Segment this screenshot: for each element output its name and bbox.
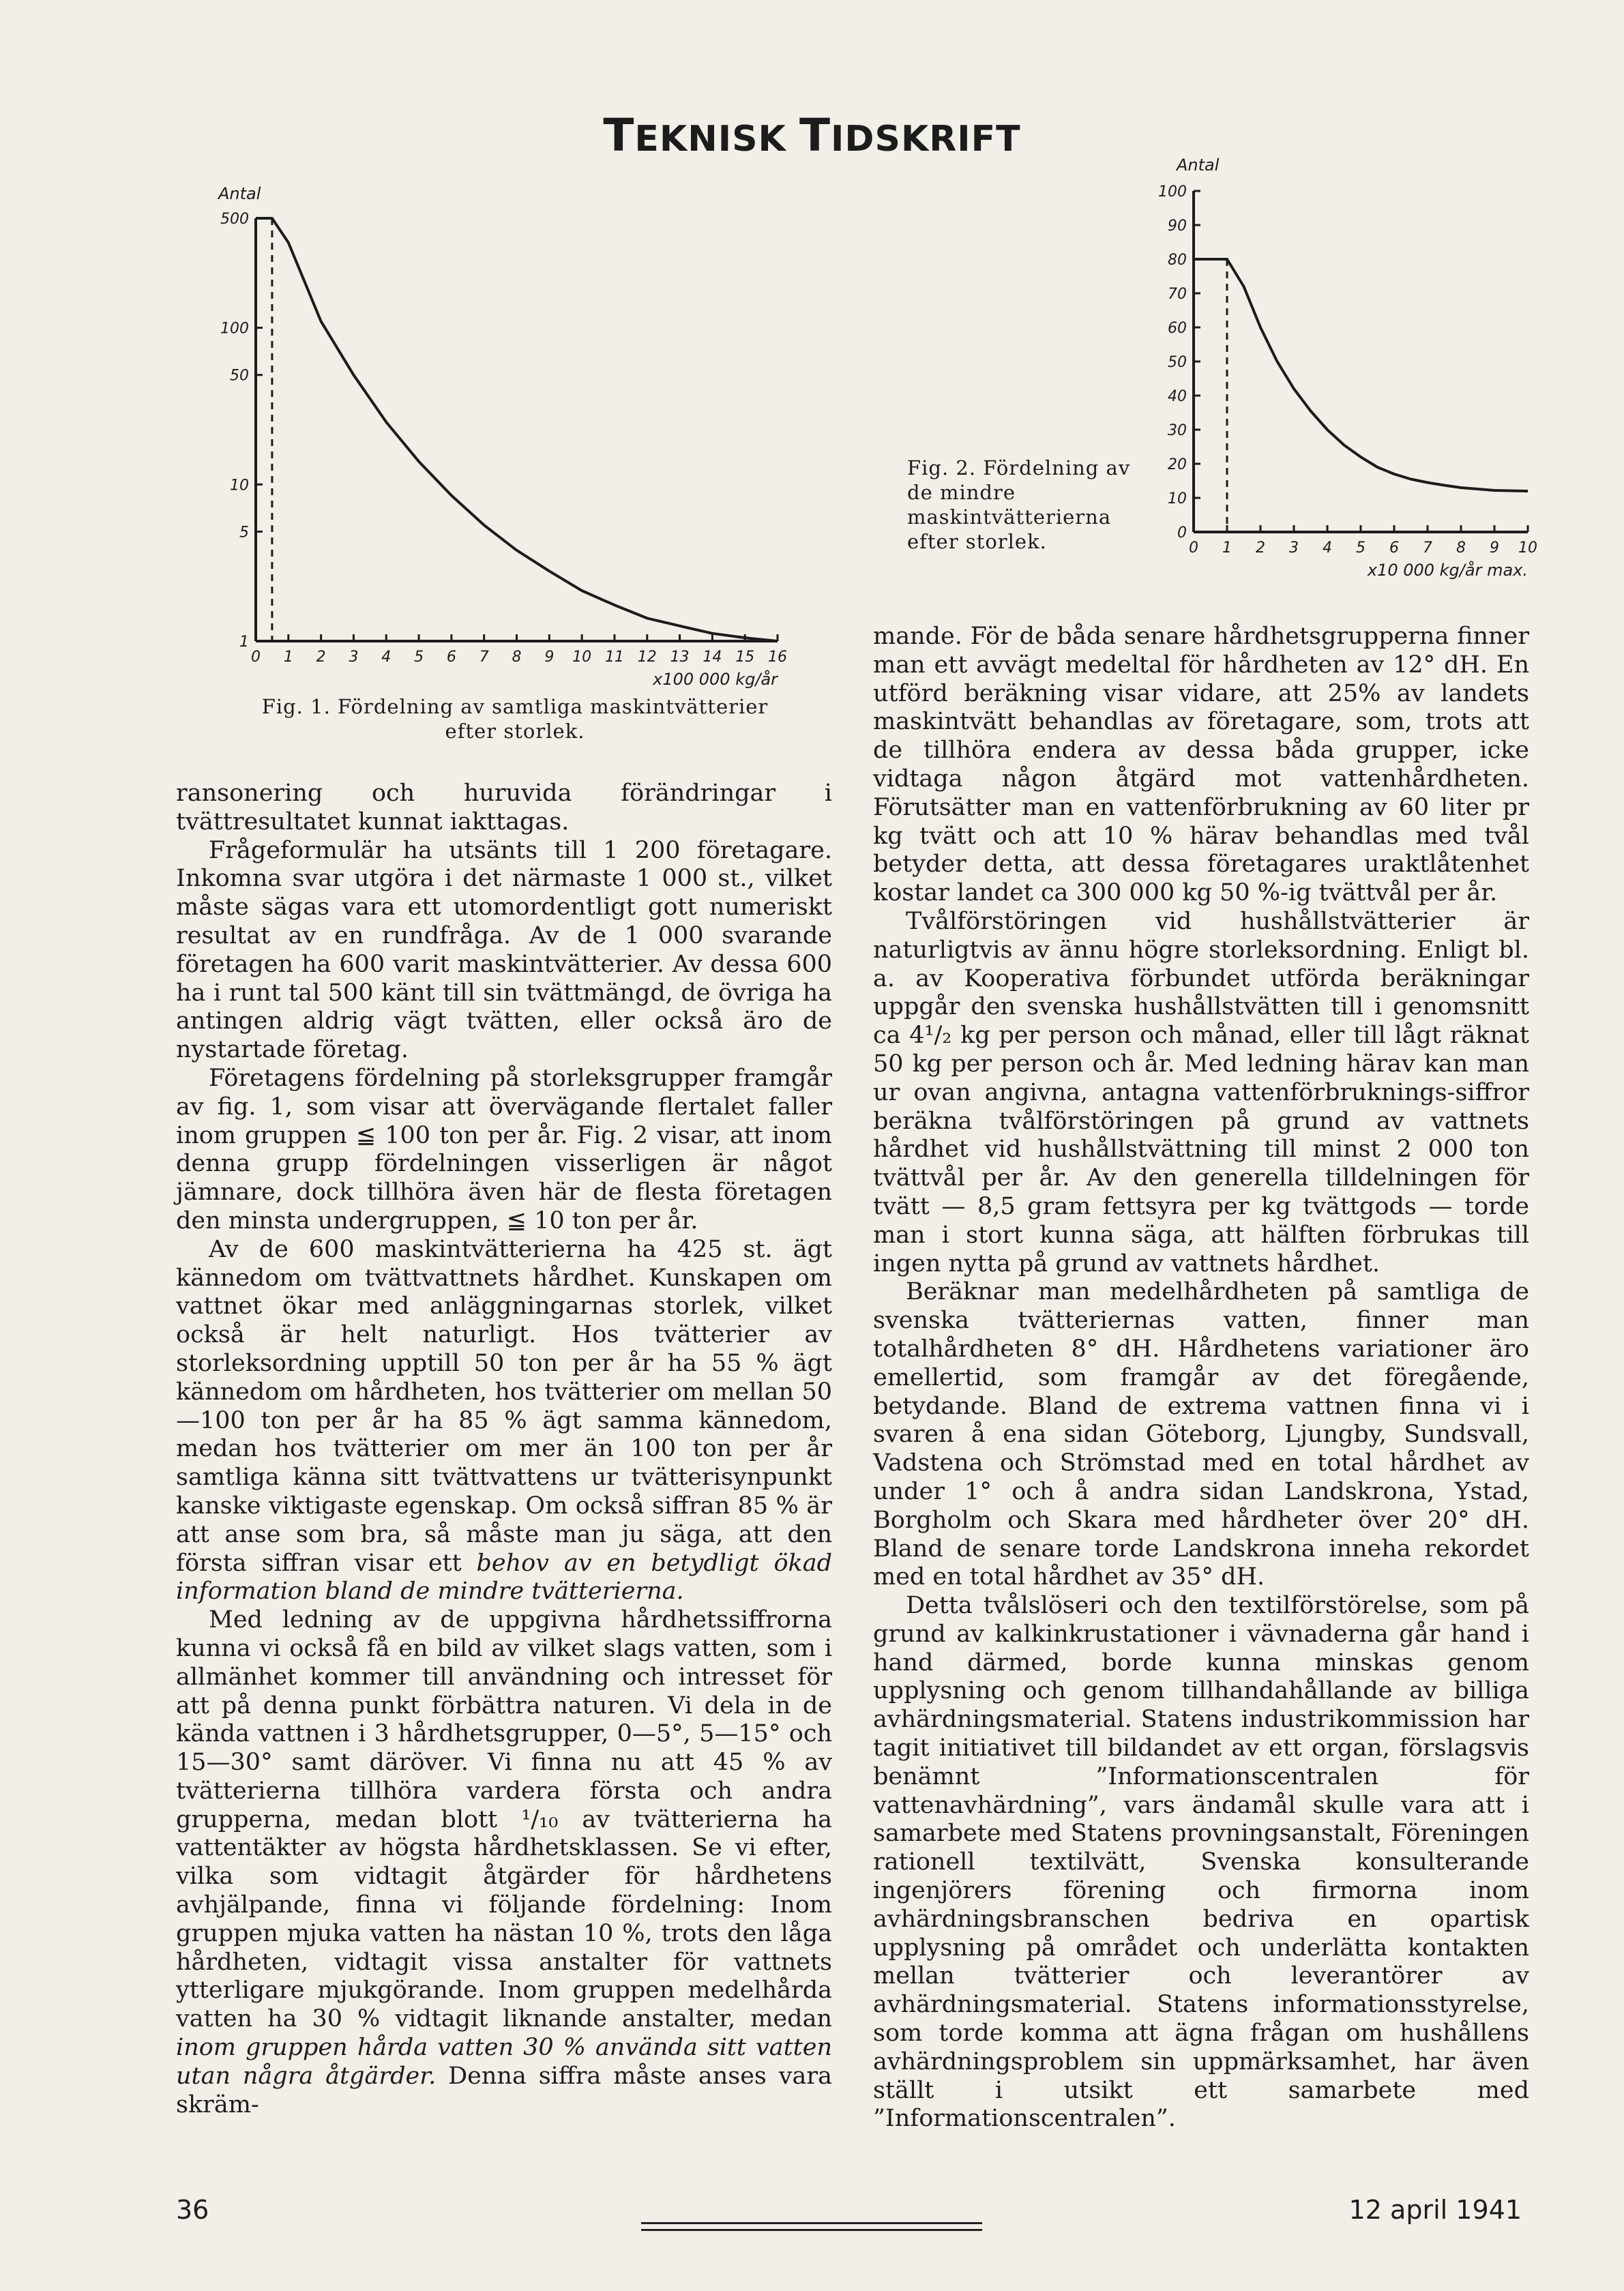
- x-tick-label: 2: [1256, 540, 1265, 557]
- y-tick-label: 50: [230, 367, 249, 385]
- text-column-left: [176, 780, 832, 2119]
- y-tick-label: 50: [1168, 354, 1187, 371]
- text-column-right: [873, 623, 1529, 2133]
- y-axis-label: Antal: [1177, 156, 1220, 175]
- journal-title: TEKNISK TIDSKRIFT: [603, 109, 1021, 162]
- paragraph: Frågeformulär ha utsänts till 1 200 företagare. Inkomna svar utgöra i det närmaste 1 000 st., vilket måste sägas vara ett utomordentligt gott numeriskt resultat av en rundfråga. Av de 1 000 svarande företagen ha 600 varit maskintvätterier. Av dessa 600 ha i runt tal 500 känt till sin tvättmängd, de övriga ha antingen aldrig vägt tvätten, eller också äro de nystartade företag.: [176, 836, 832, 1064]
- series-line: [1194, 259, 1528, 491]
- y-tick-label: 90: [1168, 218, 1187, 235]
- x-tick-label: 2: [316, 649, 326, 666]
- paragraph: Tvålförstöringen vid hushållstvätterier är naturligtvis av ännu högre storleksordning. Enligt bl. a. av Kooperativa förbundet utförda beräkningar uppgår den svenska hushållstvätten till i genomsnitt ca 4¹/₂ kg per person och månad, eller till lågt räknat 50 kg per person och år. Med ledning härav kan man ur ovan angivna, antagna vattenförbruknings-siffror beräkna tvålförstöringen på grund av vattnets hårdhet vid hushållstvättning till minst 2 000 ton tvättvål per år. Av den generella tilldelningen för tvätt — 8,5 gram fettsyra per kg tvättgods — torde man i stort kunna säga, att hälften förbrukas till ingen nytta på grund av vattnets hårdhet.: [873, 907, 1529, 1277]
- x-tick-label: 1: [1222, 540, 1232, 557]
- issue-date: 12 april 1941: [1348, 2195, 1522, 2225]
- x-tick-label: 3: [349, 649, 359, 666]
- y-tick-label: 1: [239, 634, 249, 651]
- x-tick-label: 1: [283, 649, 293, 666]
- paragraph: ransonering och huruvida förändringar i tvättresultatet kunnat iakttagas.: [176, 780, 832, 836]
- x-tick-label: 6: [446, 649, 456, 666]
- x-tick-label: 8: [512, 649, 522, 666]
- x-tick-label: 9: [544, 649, 555, 666]
- series-line: [256, 218, 778, 641]
- x-tick-label: 8: [1456, 540, 1466, 557]
- y-tick-label: 10: [230, 477, 249, 494]
- y-tick-label: 0: [1177, 524, 1187, 542]
- x-tick-label: 5: [414, 649, 424, 666]
- y-tick-label: 80: [1168, 252, 1187, 269]
- y-tick-label: 30: [1168, 422, 1187, 439]
- x-tick-label: 15: [735, 649, 755, 666]
- page-number: 36: [176, 2195, 209, 2225]
- x-tick-label: 10: [1518, 540, 1537, 557]
- x-tick-label: 0: [251, 649, 261, 666]
- paragraph: Företagens fördelning på storleksgrupper framgår av fig. 1, som visar att övervägande flertalet faller inom gruppen ≦ 100 ton per år. Fig. 2 visar, att inom denna grupp fördelningen visserligen är något jämnare, dock tillhöra även här de flesta företagen den minsta undergruppen, ≦ 10 ton per år.: [176, 1064, 832, 1235]
- x-tick-label: 9: [1490, 540, 1499, 557]
- x-tick-label: 11: [604, 649, 624, 666]
- x-tick-label: 16: [768, 649, 787, 666]
- x-tick-label: 14: [703, 649, 722, 666]
- x-tick-label: 10: [572, 649, 592, 666]
- figure-2-chart: [1153, 150, 1562, 587]
- paragraph: Med ledning av de uppgivna hårdhetssiffrorna kunna vi också få en bild av vilket slags vatten, som i allmänhet kommer till användning och intresset för att på denna punkt förbättra naturen. Vi dela in de kända vattnen i 3 hårdhetsgrupper, 0—5°, 5—15° och 15—30° samt däröver. Vi finna nu att 45 % av tvätterierna tillhöra vardera första och andra grupperna, medan blott ¹/₁₀ av tvätterierna ha vattentäkter av högsta hårdhetsklassen. Se vi efter, vilka som vidtagit åtgärder för hårdhetens avhjälpande, finna vi följande fördelning: Inom gruppen mjuka vatten ha nästan 10 %, trots den låga hårdheten, vidtagit vissa anstalter för vattnets ytterligare mjukgörande. Inom gruppen medelhårda vatten ha 30 % vidtagit liknande anstalter, medan inom gruppen hårda vatten 30 % använda sitt vatten utan några åtgärder. Denna siffra måste anses vara skräm-: [176, 1606, 832, 2118]
- y-tick-label: 20: [1168, 456, 1187, 473]
- x-tick-label: 7: [1423, 540, 1432, 557]
- y-tick-label: 100: [220, 320, 249, 338]
- x-tick-label: 0: [1189, 540, 1198, 557]
- y-axis-label: Antal: [218, 184, 261, 203]
- x-tick-label: 12: [637, 649, 657, 666]
- x-tick-label: 13: [670, 649, 690, 666]
- x-tick-label: 4: [381, 649, 392, 666]
- x-axis-label: x10 000 kg/år max.: [1367, 561, 1528, 580]
- x-tick-label: 3: [1289, 540, 1299, 557]
- x-tick-label: 7: [479, 649, 489, 666]
- x-axis-label: x100 000 kg/år: [653, 670, 778, 689]
- y-tick-label: 10: [1168, 490, 1187, 507]
- y-tick-label: 100: [1158, 183, 1187, 201]
- y-tick-label: 5: [239, 524, 249, 542]
- paragraph: Av de 600 maskintvätterierna ha 425 st. ägt kännedom om tvättvattnets hårdhet. Kunskapen om vattnet ökar med anläggningarnas storlek, vilket också är helt naturligt. Hos tvätterier av storleksordning upptill 50 ton per år ha 55 % ägt kännedom om hårdheten, hos tvätterier om mellan 50—100 ton per år ha 85 % ägt samma kännedom, medan hos tvätterier om mer än 100 ton per år samtliga känna sitt tvättvattens ur tvätterisynpunkt kanske viktigaste egenskap. Om också siffran 85 % är att anse som bra, så måste man ju säga, att den första siffran visar ett behov av en betydligt ökad information bland de mindre tvätterierna.: [176, 1235, 832, 1606]
- figure-2-caption: Fig. 2. Fördelning av de mindre maskintvätterierna efter storlek.: [907, 456, 1131, 553]
- footer-rule: [641, 2222, 982, 2231]
- figure-1-caption: Fig. 1. Fördelning av samtliga maskintvätterier efter storlek.: [261, 695, 769, 743]
- y-tick-label: 60: [1168, 320, 1187, 337]
- x-tick-label: 4: [1323, 540, 1332, 557]
- figure-1-chart: [205, 184, 818, 703]
- paragraph: mande. För de båda senare hårdhetsgrupperna finner man ett avvägt medeltal för hårdheten av 12° dH. En utförd beräkning visar vidare, att 25% av landets maskintvätt behandlas av företagare, som, trots att de tillhöra endera av dessa båda grupper, icke vidtaga någon åtgärd mot vattenhårdheten. Förutsätter man en vattenförbrukning av 60 liter pr kg tvätt och att 10 % härav behandlas med tvål betyder detta, att dessa företagares uraktlåtenhet kostar landet ca 300 000 kg 50 %-ig tvättvål per år.: [873, 623, 1529, 907]
- x-tick-label: 6: [1389, 540, 1399, 557]
- y-tick-label: 40: [1168, 388, 1187, 405]
- y-tick-label: 500: [220, 211, 249, 228]
- paragraph: Beräknar man medelhårdheten på samtliga de svenska tvätteriernas vatten, finner man totalhårdheten 8° dH. Hårdhetens variationer äro emellertid, som framgår av det föregående, betydande. Bland de extrema vattnen finna vi i svaren å ena sidan Göteborg, Ljungby, Sundsvall, Vadstena och Strömstad med en total hårdhet av under 1° och å andra sidan Landskrona, Ystad, Borgholm och Skara med hårdheter över 20° dH. Bland de senare torde Landskrona inneha rekordet med en total hårdhet av 35° dH.: [873, 1278, 1529, 1591]
- y-tick-label: 70: [1168, 286, 1187, 303]
- paragraph: Detta tvålslöseri och den textilförstörelse, som på grund av kalkinkrustationer i vävnaderna går hand i hand därmed, borde kunna minskas genom upplysning och genom tillhandahållande av billiga avhärdningsmaterial. Statens industrikommission har tagit initiativet till bildandet av ett organ, förslagsvis benämnt ”Informationscentralen för vattenavhärdning”, vars ändamål skulle vara att i samarbete med Statens provningsanstalt, Föreningen rationell textilvätt, Svenska konsulterande ingenjörers förening och firmorna inom avhärdningsbranschen bedriva en opartisk upplysning på området och underlätta kontakten mellan tvätterier och leverantörer av avhärdningsmaterial. Statens informationsstyrelse, som torde komma att ägna frågan om hushållens avhärdningsproblem sin uppmärksamhet, har även ställt i utsikt ett samarbete med ”Informationscentralen”.: [873, 1592, 1529, 2133]
- x-tick-label: 5: [1356, 540, 1365, 557]
